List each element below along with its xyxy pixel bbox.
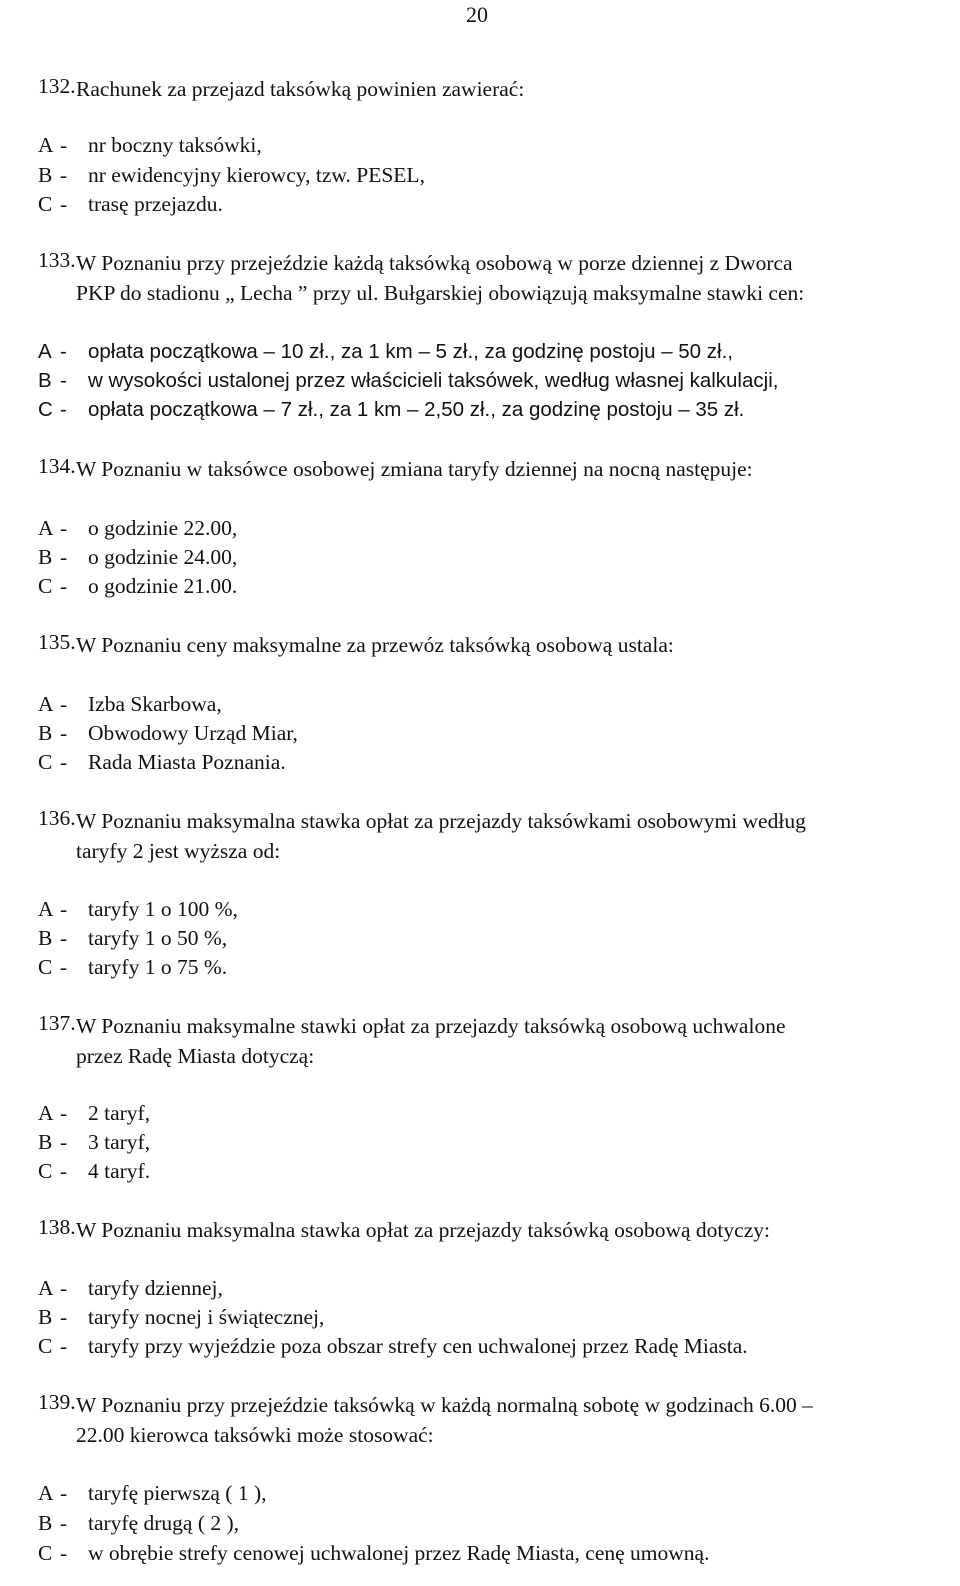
answer-b: B - taryfy 1 o 50 %, — [38, 926, 228, 950]
answer-text: Rada Miasta Poznania. — [88, 750, 286, 774]
answer-b: B - taryfy nocnej i świątecznej, — [38, 1305, 325, 1329]
answer-a: A - 2 taryf, — [38, 1101, 151, 1125]
question-text — [76, 630, 946, 660]
answer-a: A - taryfy dziennej, — [38, 1276, 223, 1300]
answer-text: taryfę pierwszą ( 1 ), — [88, 1481, 267, 1505]
question-line: W Poznaniu maksymalna stawka opłat za przejazdy taksówką osobową dotyczy: — [76, 1218, 770, 1242]
answer-text: 3 taryf, — [88, 1130, 151, 1154]
question-text — [76, 806, 946, 866]
answer-text: 4 taryf. — [88, 1159, 151, 1183]
answer-b: B - w wysokości ustalonej przez właścicieli taksówek, według własnej kalkulacji, — [38, 369, 779, 392]
question-text — [76, 454, 946, 484]
answer-text: opłata początkowa – 10 zł., za 1 km – 5 zł., za godzinę postoju – 50 zł., — [88, 340, 733, 363]
answer-text: taryfę drugą ( 2 ), — [88, 1511, 240, 1535]
question-line: W Poznaniu maksymalna stawka opłat za przejazdy taksówkami osobowymi według — [76, 809, 806, 833]
question-line: W Poznaniu przy przejeździe każdą taksówką osobową w porze dziennej z Dworca — [76, 251, 793, 275]
answer-text: nr boczny taksówki, — [88, 133, 262, 157]
answer-c: C - Rada Miasta Poznania. — [38, 750, 286, 774]
question-number: 137. — [38, 1011, 76, 1035]
answer-text: taryfy 1 o 75 %. — [88, 955, 228, 979]
answer-b: B - taryfę drugą ( 2 ), — [38, 1511, 240, 1535]
question-line: W Poznaniu ceny maksymalne za przewóz taksówką osobową ustala: — [76, 633, 674, 657]
question-line: W Poznaniu przy przejeździe taksówką w każdą normalną sobotę w godzinach 6.00 – — [76, 1393, 813, 1417]
answer-c: C - w obrębie strefy cenowej uchwalonej przez Radę Miasta, cenę umowną. — [38, 1541, 710, 1565]
question-line: taryfy 2 jest wyższa od: — [76, 839, 281, 863]
answer-c: C - taryfy przy wyjeździe poza obszar strefy cen uchwalonej przez Radę Miasta. — [38, 1334, 748, 1358]
answer-text: Izba Skarbowa, — [88, 692, 222, 716]
question-line: Rachunek za przejazd taksówką powinien zawierać: — [76, 77, 525, 101]
answer-text: 2 taryf, — [88, 1101, 151, 1125]
answer-b: B - nr ewidencyjny kierowcy, tzw. PESEL, — [38, 163, 425, 187]
question-text — [76, 1011, 946, 1071]
answer-text: Obwodowy Urząd Miar, — [88, 721, 298, 745]
answer-text: trasę przejazdu. — [88, 192, 223, 216]
answer-c: C - 4 taryf. — [38, 1159, 151, 1183]
question-line: PKP do stadionu „ Lecha ” przy ul. Bułgarskiej obowiązują maksymalne stawki cen: — [76, 281, 805, 305]
question-number: 133. — [38, 248, 76, 272]
question-number: 135. — [38, 630, 76, 654]
question-line: W Poznaniu maksymalne stawki opłat za przejazdy taksówką osobową uchwalone — [76, 1014, 786, 1038]
answer-c: C - o godzinie 21.00. — [38, 574, 238, 598]
question-text — [76, 1215, 946, 1245]
answer-b: B - 3 taryf, — [38, 1130, 151, 1154]
answer-a: A - Izba Skarbowa, — [38, 692, 222, 716]
answer-text: taryfy nocnej i świątecznej, — [88, 1305, 325, 1329]
answer-text: taryfy dziennej, — [88, 1276, 223, 1300]
answer-text: w wysokości ustalonej przez właścicieli taksówek, według własnej kalkulacji, — [88, 369, 779, 392]
question-line: przez Radę Miasta dotyczą: — [76, 1044, 315, 1068]
question-text — [76, 248, 946, 308]
answer-b: B - o godzinie 24.00, — [38, 545, 238, 569]
question-number: 136. — [38, 806, 76, 830]
question-line: W Poznaniu w taksówce osobowej zmiana taryfy dziennej na nocną następuje: — [76, 457, 753, 481]
answer-a: A - taryfę pierwszą ( 1 ), — [38, 1481, 267, 1505]
answer-text: o godzinie 22.00, — [88, 516, 238, 540]
answer-a: A - nr boczny taksówki, — [38, 133, 262, 157]
question-number: 132. — [38, 74, 76, 98]
question-text — [76, 74, 946, 104]
answer-text: w obrębie strefy cenowej uchwalonej przez Radę Miasta, cenę umowną. — [88, 1541, 710, 1565]
answer-text: opłata początkowa – 7 zł., za 1 km – 2,50 zł., za godzinę postoju – 35 zł. — [88, 398, 745, 421]
answer-b: B - Obwodowy Urząd Miar, — [38, 721, 298, 745]
question-number: 134. — [38, 454, 76, 478]
answer-a: A - opłata początkowa – 10 zł., za 1 km – 5 zł., za godzinę postoju – 50 zł., — [38, 340, 733, 363]
answer-text: taryfy 1 o 50 %, — [88, 926, 228, 950]
answer-text: taryfy przy wyjeździe poza obszar strefy cen uchwalonej przez Radę Miasta. — [88, 1334, 748, 1358]
answer-c: C - taryfy 1 o 75 %. — [38, 955, 228, 979]
answer-a: A - o godzinie 22.00, — [38, 516, 238, 540]
answer-text: o godzinie 24.00, — [88, 545, 238, 569]
answer-text: taryfy 1 o 100 %, — [88, 897, 238, 921]
question-number: 138. — [38, 1215, 76, 1239]
page-number: 20 — [466, 2, 488, 27]
answer-text: o godzinie 21.00. — [88, 574, 238, 598]
answer-c: C - trasę przejazdu. — [38, 192, 223, 216]
answer-c: C - opłata początkowa – 7 zł., za 1 km – 2,50 zł., za godzinę postoju – 35 zł. — [38, 398, 745, 421]
answer-a: A - taryfy 1 o 100 %, — [38, 897, 238, 921]
question-line: 22.00 kierowca taksówki może stosować: — [76, 1423, 434, 1447]
answer-text: nr ewidencyjny kierowcy, tzw. PESEL, — [88, 163, 425, 187]
question-number: 139. — [38, 1390, 76, 1414]
question-text — [76, 1390, 946, 1450]
